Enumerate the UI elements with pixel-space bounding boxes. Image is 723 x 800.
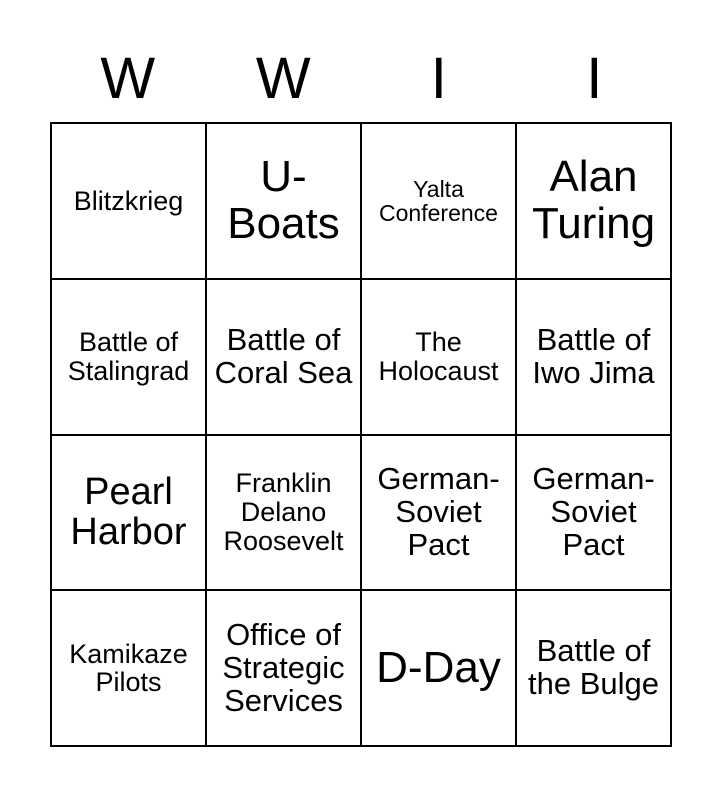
bingo-cell-label: D-Day bbox=[376, 642, 501, 692]
title-letter-2: W bbox=[255, 46, 311, 111]
bingo-cell-label: German-Soviet Pact bbox=[377, 461, 500, 562]
bingo-cell-label: Battle of Stalingrad bbox=[67, 327, 190, 386]
bingo-cell[interactable] bbox=[362, 591, 517, 747]
bingo-cell-label: Battle of Coral Sea bbox=[214, 321, 353, 390]
bingo-cell[interactable] bbox=[207, 591, 362, 747]
bingo-cell-label: Alan Turing bbox=[531, 152, 656, 248]
bingo-cell-label: Battle of the Bulge bbox=[528, 633, 659, 702]
bingo-cell[interactable] bbox=[517, 280, 672, 436]
bingo-cell[interactable] bbox=[52, 591, 207, 747]
bingo-cell-label: German-Soviet Pact bbox=[532, 461, 655, 562]
bingo-cell-label: Franklin Delano Roosevelt bbox=[223, 468, 344, 556]
bingo-cell[interactable] bbox=[52, 124, 207, 280]
bingo-cell[interactable] bbox=[362, 436, 517, 592]
bingo-title bbox=[50, 40, 672, 118]
bingo-cell[interactable] bbox=[207, 436, 362, 592]
bingo-cell-label: U-Boats bbox=[227, 152, 340, 248]
bingo-grid bbox=[50, 122, 672, 747]
bingo-cell-label: Blitzkrieg bbox=[73, 185, 184, 216]
bingo-cell-label: Office of Strategic Services bbox=[222, 616, 345, 718]
bingo-cell-label: Yalta Conference bbox=[379, 175, 498, 226]
bingo-cell[interactable] bbox=[362, 280, 517, 436]
title-letter-1: W bbox=[100, 46, 156, 111]
bingo-cell[interactable] bbox=[207, 280, 362, 436]
bingo-cell[interactable] bbox=[517, 124, 672, 280]
bingo-cell-label: Pearl Harbor bbox=[70, 471, 187, 554]
title-letter-3: I bbox=[430, 46, 447, 111]
bingo-cell-label: Kamikaze Pilots bbox=[69, 638, 188, 698]
bingo-cell[interactable] bbox=[207, 124, 362, 280]
bingo-cell[interactable] bbox=[517, 436, 672, 592]
bingo-cell-label: The Holocaust bbox=[378, 327, 499, 386]
bingo-cell[interactable] bbox=[362, 124, 517, 280]
bingo-cell[interactable] bbox=[52, 436, 207, 592]
bingo-cell-label: Battle of Iwo Jima bbox=[532, 321, 655, 390]
title-letter-4: I bbox=[586, 46, 603, 111]
bingo-cell[interactable] bbox=[517, 591, 672, 747]
bingo-cell[interactable] bbox=[52, 280, 207, 436]
